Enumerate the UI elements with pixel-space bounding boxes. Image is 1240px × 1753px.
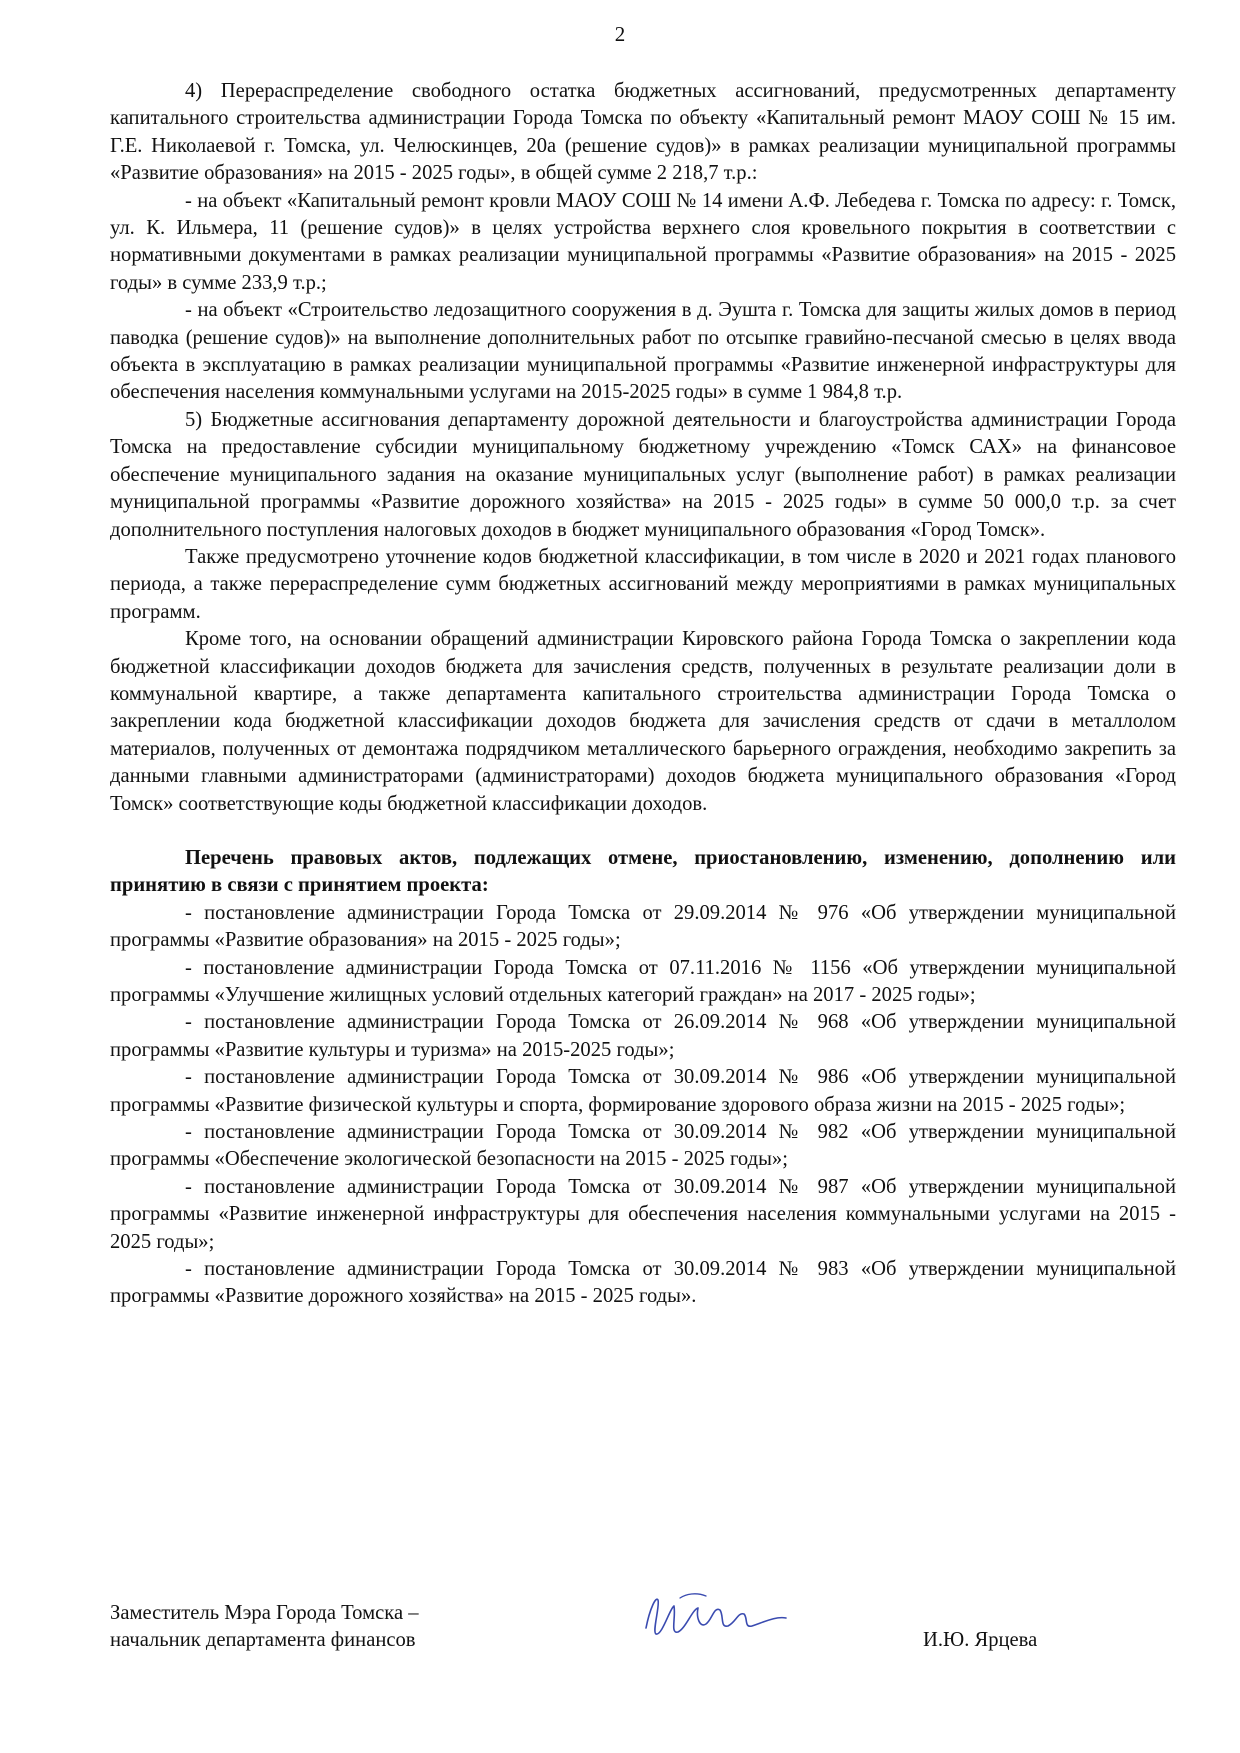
signatory-title-line: начальник департамента финансов bbox=[110, 1629, 416, 1652]
page-number: 2 bbox=[614, 22, 626, 46]
legal-act-item: - постановление администрации Города Томска от 30.09.2014 № 987 «Об утверждении муниципальной программы «Развитие инженерной инфраструктуры для обеспечения населения коммунальными услугами на 2015 - 2025 годы»; bbox=[110, 1175, 1176, 1253]
document-body bbox=[110, 78, 1176, 1311]
legal-act-item: - постановление администрации Города Томска от 29.09.2014 № 976 «Об утверждении муниципальной программы «Развитие образования» на 2015 - 2025 годы»; bbox=[110, 901, 1176, 952]
paragraph-road-subsidy: 5) Бюджетные ассигнования департаменту дорожной деятельности и благоустройства администрации Города Томска на предоставление субсидии муниципальному бюджетному учреждению «Томск САХ» на финансовое обеспечение муниципального задания на оказание муниципальных услуг (выполнение работ) в рамках реализации муниципальной программы «Развитие дорожного хозяйства» на 2015 - 2025 годы» в сумме 50 000,0 т.р. за счет дополнительного поступления налоговых доходов в бюджет муниципального образования «Город Томск». bbox=[110, 408, 1176, 541]
signatory-name: И.Ю. Ярцева bbox=[923, 1629, 1038, 1651]
paragraph-revenue-codes: Кроме того, на основании обращений администрации Кировского района Города Томска о закреплении кода бюджетной классификации доходов бюджета для зачисления средств, полученных в результате реализации доли в коммунальной квартире, а также департамента капитального строительства администрации Города Томска о закреплении кода бюджетной классификации доходов бюджета для зачисления средств от сдачи в металлолом материалов, полученных от демонтажа подрядчиком металлического барьерного ограждения, необходимо закрепить за данными главными администраторами (администраторами) доходов бюджета муниципального образования «Город Томск» соответствующие коды бюджетной классификации доходов. bbox=[110, 628, 1176, 815]
legal-act-item: - постановление администрации Города Томска от 30.09.2014 № 982 «Об утверждении муниципальной программы «Обеспечение экологической безопасности на 2015 - 2025 годы»; bbox=[110, 1121, 1176, 1171]
paragraph-ice-protection: - на объект «Строительство ледозащитного сооружения в д. Эушта г. Томска для защиты жилых домов в период паводка (решение судов)» на выполнение дополнительных работ по отсыпке гравийно-песчаной смесью в целях ввода объекта в эксплуатацию в рамках реализации муниципальной программы «Развитие инженерной инфраструктуры для обеспечения населения коммунальными услугами на 2015-2025 годы» в сумме 1 984,8 т.р. bbox=[110, 299, 1176, 404]
paragraph-roof-repair: - на объект «Капитальный ремонт кровли МАОУ СОШ № 14 имени А.Ф. Лебедева г. Томска по адресу: г. Томск, ул. К. Ильмера, 11 (решение судов)» в целях устройства верхнего слоя кровельного покрытия в соответствии с нормативными документами в рамках реализации муниципальной программы «Развитие образования» на 2015 - 2025 годы» в сумме 233,9 т.р.; bbox=[110, 189, 1176, 294]
legal-act-item: - постановление администрации Города Томска от 26.09.2014 № 968 «Об утверждении муниципальной программы «Развитие культуры и туризма» на 2015-2025 годы»; bbox=[110, 1011, 1176, 1061]
legal-act-item: - постановление администрации Города Томска от 30.09.2014 № 986 «Об утверждении муниципальной программы «Развитие физической культуры и спорта, формирование здорового образа жизни на 2015 - 2025 годы»; bbox=[110, 1066, 1176, 1116]
signatory-title bbox=[110, 1600, 550, 1655]
legal-acts-heading: Перечень правовых актов, подлежащих отмене, приостановлению, изменению, дополнению или принятию в связи с принятием проекта: bbox=[110, 846, 1176, 897]
signatory-title-line: Заместитель Мэра Города Томска – bbox=[110, 1602, 419, 1624]
paragraph-budget-codes: Также предусмотрено уточнение кодов бюджетной классификации, в том числе в 2020 и 2021 годах планового периода, а также перераспределение сумм бюджетных ассигнований между мероприятиями в рамках муниципальных программ. bbox=[110, 545, 1176, 623]
handwritten-signature bbox=[640, 1588, 790, 1648]
paragraph-redistribution: 4) Перераспределение свободного остатка бюджетных ассигнований, предусмотренных департаменту капитального строительства администрации Города Томска по объекту «Капитальный ремонт МАОУ СОШ № 15 им. Г.Е. Николаевой г. Томска, ул. Челюскинцев, 20а (решение судов)» в рамках реализации муниципальной программы «Развитие образования» на 2015 - 2025 годы», в общей сумме 2 218,7 т.р.: bbox=[110, 80, 1176, 185]
legal-act-item: - постановление администрации Города Томска от 30.09.2014 № 983 «Об утверждении муниципальной программы «Развитие дорожного хозяйства» на 2015 - 2025 годы». bbox=[110, 1258, 1176, 1308]
legal-act-item: - постановление администрации Города Томска от 07.11.2016 № 1156 «Об утверждении муниципальной программы «Улучшение жилищных условий отдельных категорий граждан» на 2017 - 2025 годы»; bbox=[110, 956, 1176, 1006]
section-spacer bbox=[110, 818, 1176, 845]
